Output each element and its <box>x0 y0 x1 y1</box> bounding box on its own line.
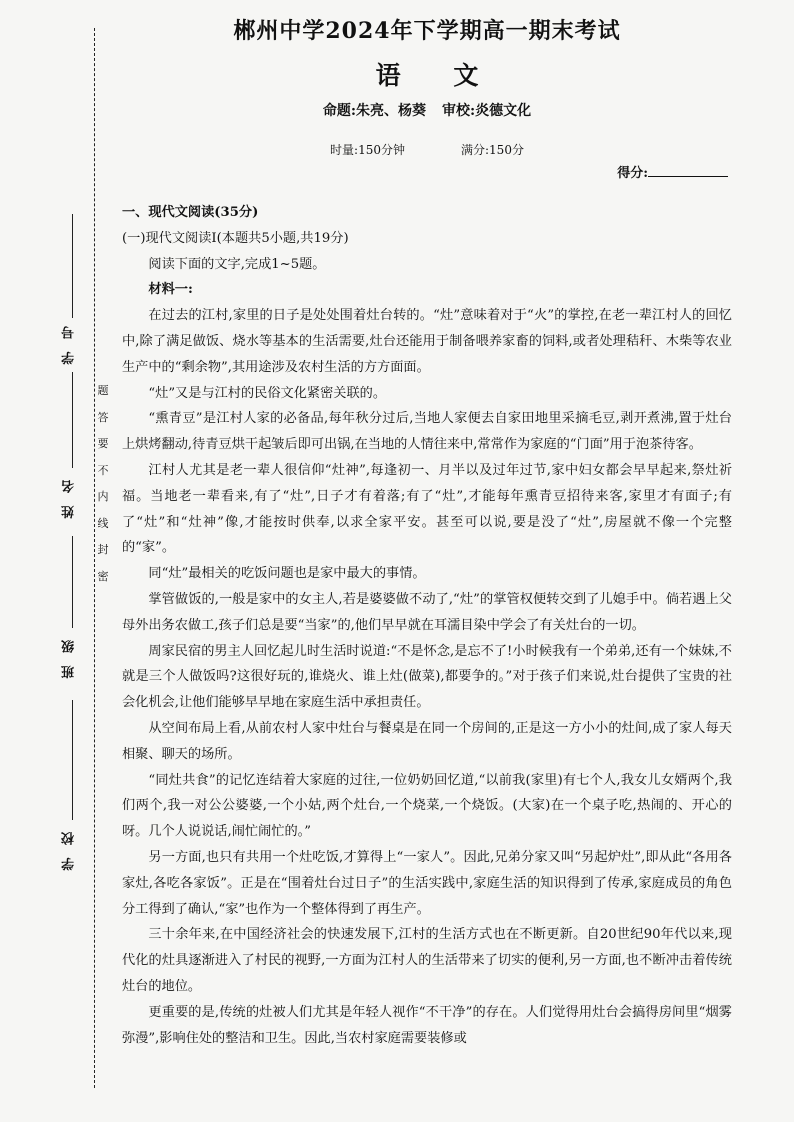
school-blank[interactable] <box>72 700 73 820</box>
credits-row <box>122 100 732 122</box>
seal-char: 不 <box>97 463 109 477</box>
binding-margin <box>0 0 118 1122</box>
paragraph: “灶”又是与江村的民俗文化紧密关联的。 <box>148 385 387 401</box>
seal-char: 密 <box>97 569 109 583</box>
paragraph: 掌管做饭的,一般是家中的女主人,若是婆婆做不动了,“灶”的掌管权便转交到了儿媳手中。倘若遇上父母外出务农做工,孩子们总是要“当家”的,他们早早就在耳濡目染中学会了有关灶台的一切。 <box>122 591 732 633</box>
cut-line <box>94 28 95 1088</box>
paragraph: 周家民宿的男主人回忆起儿时生活时说道:“不是怀念,是忘不了!小时候我有一个弟弟,还有一个妹妹,不就是三个人做饭吗?这很好玩的,谁烧火、谁上灶(做菜),都要争的。”对于孩子们来说,灶台提供了宝贵的社会化机会,让他们能够早早地在家庭生活中承担责任。 <box>122 643 732 711</box>
name-blank[interactable] <box>72 372 73 468</box>
subject-title: 语 文 <box>375 61 501 90</box>
material-label: 材料一: <box>148 282 193 298</box>
reading-passage <box>122 200 732 1051</box>
paragraph: 另一方面,也只有共用一个灶吃饭,才算得上“一家人”。因此,兄弟分家又叫“另起炉灶”,即从此“各用各家灶,各吃各家饭”。正是在“围着灶台过日子”的生活实践中,家庭生活的知识得到了传承,家庭成员的角色分工得到了确认,“家”也作为一个整体得到了再生产。 <box>122 849 732 917</box>
seal-char: 封 <box>97 543 109 556</box>
score-label: 得分: <box>617 166 648 181</box>
seal-char: 题 <box>97 384 109 397</box>
seal-char: 要 <box>97 437 109 450</box>
student-id-blank[interactable] <box>72 214 73 318</box>
time-limit: 时量:150分钟 <box>330 143 405 157</box>
class-blank[interactable] <box>72 536 73 628</box>
authors: 命题:朱亮、杨葵 <box>322 103 426 119</box>
reviewer: 审校:炎德文化 <box>442 103 532 119</box>
paragraph: 江村人尤其是老一辈人很信仰“灶神”,每逢初一、月半以及过年过节,家中妇女都会早早起来,祭灶祈福。当地老一辈看来,有了“灶”,日子才有着落;有了“灶”,才能每年熏青豆招待来客,家里才有面子;有了“灶”和“灶神”像,才能按时供奉,以求全家平安。甚至可以说,要是没了“灶”,房屋就不像一个完整的“家”。 <box>122 462 732 556</box>
class-label: 班 级 <box>62 636 77 679</box>
paragraph: 三十余年来,在中国经济社会的快速发展下,江村的生活方式也在不断更新。自20世纪90年代以来,现代化的灶具逐渐进入了村民的视野,一方面为江村人的生活带来了切实的便利,另一方面,也不断冲击着传统灶台的地位。 <box>122 927 732 994</box>
paragraph: 在过去的江村,家里的日子是处处围着灶台转的。“灶”意味着对于“火”的掌控,在老一辈江村人的回忆中,除了满足做饭、烧水等基本的生活需要,灶台还能用于制备喂养家畜的饲料,或者处理秸秆、木柴等农业生产中的“剩余物”,其用途涉及农村生活的方方面面。 <box>122 308 732 375</box>
seal-char: 内 <box>97 490 109 503</box>
paragraph: 同“灶”最相关的吃饭问题也是家中最大的事情。 <box>148 566 426 582</box>
section-heading: 一、现代文阅读(35分) <box>122 205 259 220</box>
seal-char: 线 <box>97 516 109 530</box>
sub-heading: (一)现代文阅读Ⅰ(本题共5小题,共19分) <box>122 230 349 246</box>
exam-title: 郴州中学2024年下学期高一期末考试 <box>233 18 621 44</box>
name-label: 姓 名 <box>62 476 77 519</box>
exam-page <box>122 14 732 1051</box>
paragraph: 更重要的是,传统的灶被人们尤其是年轻人视作“不干净”的存在。人们觉得用灶台会搞得房间里“烟雾弥漫”,影响住处的整洁和卫生。因此,当农村家庭需要装修或 <box>122 1004 732 1046</box>
score-row <box>122 162 732 184</box>
paragraph: “同灶共食”的记忆连结着大家庭的过往,一位奶奶回忆道,“以前我(家里)有七个人,我女儿女婿两个,我们两个,我一对公公婆婆,一个小姑,两个灶台,一个烧菜,一个烧饭。(大家)在一个桌子吃,热闹的、开心的呀。几个人说说话,闹忙闹忙的。” <box>122 772 732 840</box>
full-score: 满分:150分 <box>461 143 524 157</box>
score-blank[interactable] <box>648 162 728 177</box>
paragraph: 从空间布局上看,从前农村人家中灶台与餐桌是在同一个房间的,正是这一方小小的灶间,成了家人每天相聚、聊天的场所。 <box>122 720 732 762</box>
instruction: 阅读下面的文字,完成1~5题。 <box>148 256 326 272</box>
seal-line-notice <box>96 378 110 590</box>
exam-info-row <box>122 140 732 160</box>
seal-char: 答 <box>97 410 109 424</box>
paragraph: “熏青豆”是江村人家的必备品,每年秋分过后,当地人家便去自家田地里采摘毛豆,剥开煮沸,置于灶台上烘烤翻动,待青豆烘干起皱后即可出锅,在当地的人情往来中,常常作为家庭的“门面”用于泡茶待客。 <box>122 411 732 453</box>
student-id-label: 学 号 <box>62 322 77 365</box>
school-label: 学 校 <box>62 828 77 871</box>
